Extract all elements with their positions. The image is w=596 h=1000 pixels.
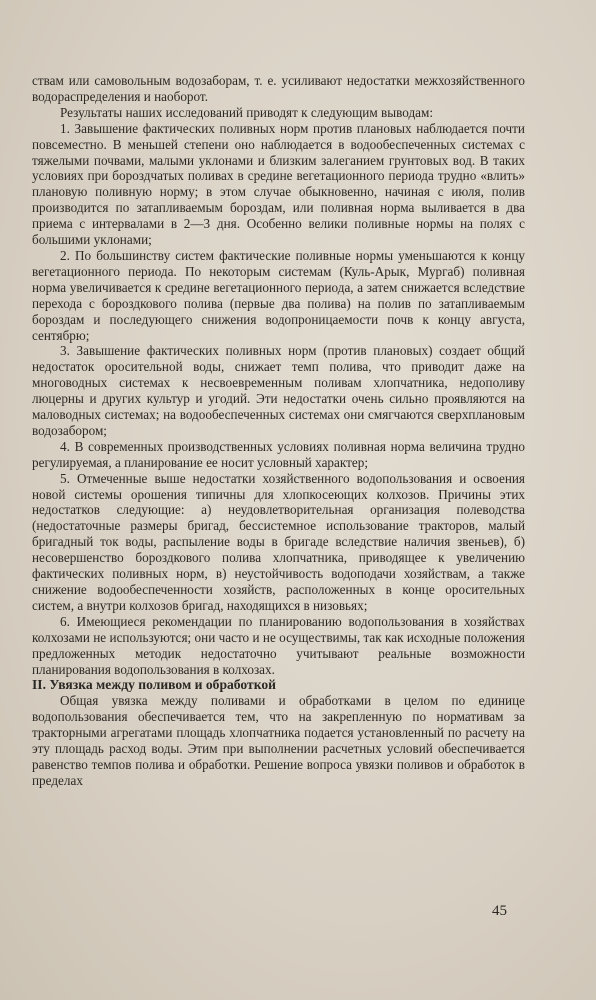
paragraph: 3. Завышение фактических поливных норм (против плановых) создает общий недостаток оросительной воды, снижает темп полива, что приводит даже на многоводных системах к несвоевременным поливам хлопчатника, недополиву люцерны и других культур и угодий. Эти недостатки очень сильно проявляются на маловодных системах; на водообеспеченных системах они смягчаются сверхплановым водозабором; (32, 343, 525, 438)
paragraph: 4. В современных производственных условиях поливная норма величина трудно регулируемая, а планирование ее носит условный характер; (32, 438, 525, 470)
paragraph: 6. Имеющиеся рекомендации по планированию водопользования в хозяйствах колхозами не используются; они часто и не осуществимы, так как исходные положения предложенных методик недостаточно учитывают реальные возможности планирования водопользования в колхозах. (32, 613, 525, 677)
page-text (32, 73, 525, 789)
paragraph: 1. Завышение фактических поливных норм против плановых наблюдается почти повсеместно. В меньшей степени оно наблюдается в водообеспеченных системах с тяжелыми почвами, малыми уклонами и близким залеганием грунтовых вод. В таких условиях при бороздчатых поливах в средине вегетационного периода трудно «влить» плановую поливную норму; в этом случае обыкновенно, начиная с июля, полив производится по затапливаемым бороздам, или поливная норма выливается в два приема с интервалами в 2—3 дня. Особенно велики поливные нормы на полях с большими уклонами; (32, 120, 525, 248)
paragraph: ствам или самовольным водозаборам, т. е. усиливают недостатки межхозяйственного водораспределения и наоборот. (32, 73, 525, 104)
section-heading: II. Увязка между поливом и обработкой (32, 677, 276, 693)
paragraph: Общая увязка между поливами и обработками в целом по единице водопользования обеспечивается тем, что на закрепленную по нормативам за тракторными агрегатами площадь хлопчатника подается установленный по расчету на эту площадь расход воды. Этим при выполнении расчетных условий обеспечивается равенство темпов полива и обработки. Решение вопроса увязки поливов и обработок в пределах (32, 693, 525, 788)
paragraph: 5. Отмеченные выше недостатки хозяйственного водопользования и освоения новой системы орошения типичны для хлопкосеющих колхозов. Причины этих недостатков следующие: а) неудовлетворительная организация полеводства (недостаточные размеры бригад, бессистемное использование тракторов, малый бригадный ток воды, распыление воды в бригаде вследствие наличия звеньев), б) несовершенство бороздкового полива хлопчатника, приводящее к увеличению фактических поливных норм, в) неустойчивость водоподачи хозяйствам, а также снижение водообеспеченности хозяйств, расположенных в конце оросительных систем, а внутри колхозов бригад, находящихся в низовьях; (32, 470, 525, 613)
page-number: 45 (492, 903, 507, 919)
paragraph: 2. По большинству систем фактические поливные нормы уменьшаются к концу вегетационного периода. По некоторым системам (Куль-Арык, Мургаб) поливная норма увеличивается к средине вегетационного периода, а затем снижается вследствие перехода с бороздкового полива (первые два полива) на полив по затапливаемым бороздам и последующего снижения водопроницаемости почв к концу августа, сентябрю; (32, 247, 525, 343)
paragraph: Результаты наших исследований приводят к следующим выводам: (60, 104, 434, 120)
